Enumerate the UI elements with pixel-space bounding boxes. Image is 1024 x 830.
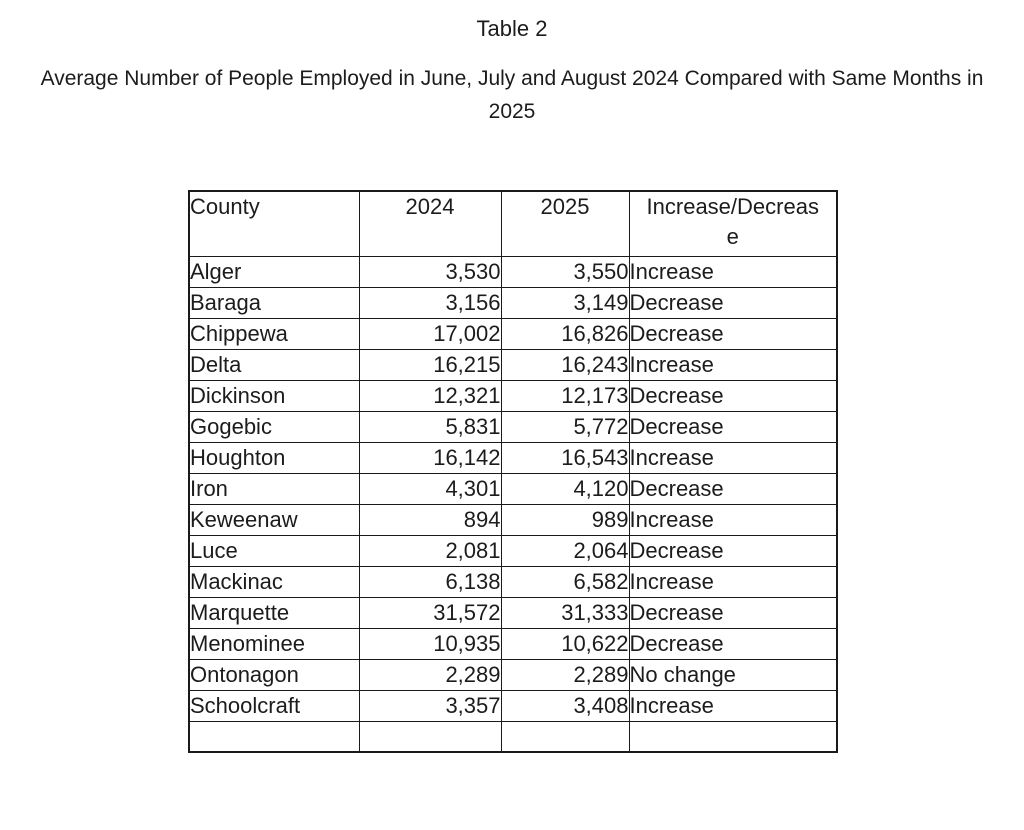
table-row	[189, 504, 837, 535]
value-2024-cell: 4,301	[359, 473, 501, 504]
value-2025-cell: 3,408	[501, 690, 629, 721]
table-row	[189, 690, 837, 721]
subtitle-line-1: Average Number of People Employed in June, July and August 2024 Compared with Same Months in	[40, 67, 984, 90]
change-cell: Increase	[629, 504, 837, 535]
table-subtitle	[0, 62, 1024, 128]
value-2024-cell: 3,156	[359, 287, 501, 318]
header-increase-decrease	[629, 191, 837, 256]
change-cell: Increase	[629, 442, 837, 473]
change-cell: Decrease	[629, 473, 837, 504]
value-2025-cell: 3,550	[501, 256, 629, 287]
empty-row	[189, 721, 837, 752]
value-2024-cell: 3,357	[359, 690, 501, 721]
change-cell: Increase	[629, 349, 837, 380]
empty-cell	[629, 721, 837, 752]
county-cell: Chippewa	[189, 318, 359, 349]
county-cell: Ontonagon	[189, 659, 359, 690]
table-row	[189, 628, 837, 659]
value-2024-cell: 2,289	[359, 659, 501, 690]
table-row	[189, 597, 837, 628]
value-2024-cell: 2,081	[359, 535, 501, 566]
value-2025-cell: 12,173	[501, 380, 629, 411]
value-2024-cell: 16,215	[359, 349, 501, 380]
value-2024-cell: 10,935	[359, 628, 501, 659]
county-cell: Delta	[189, 349, 359, 380]
county-cell: Houghton	[189, 442, 359, 473]
change-cell: Increase	[629, 256, 837, 287]
change-cell: Increase	[629, 690, 837, 721]
empty-cell	[359, 721, 501, 752]
value-2025-cell: 10,622	[501, 628, 629, 659]
header-increase-decrease-line-1: Increase/Decreas	[646, 194, 819, 219]
empty-cell	[189, 721, 359, 752]
document-page	[0, 13, 1024, 753]
table-row	[189, 659, 837, 690]
value-2025-cell: 2,064	[501, 535, 629, 566]
change-cell: Decrease	[629, 628, 837, 659]
change-cell: Increase	[629, 566, 837, 597]
change-cell: Decrease	[629, 535, 837, 566]
value-2025-cell: 16,243	[501, 349, 629, 380]
table-row	[189, 411, 837, 442]
county-cell: Baraga	[189, 287, 359, 318]
header-2025: 2025	[501, 191, 629, 256]
change-cell: Decrease	[629, 380, 837, 411]
change-cell: Decrease	[629, 287, 837, 318]
change-cell: Decrease	[629, 318, 837, 349]
value-2025-cell: 3,149	[501, 287, 629, 318]
value-2024-cell: 894	[359, 504, 501, 535]
table-body	[189, 256, 837, 752]
value-2025-cell: 31,333	[501, 597, 629, 628]
table-row	[189, 473, 837, 504]
county-cell: Luce	[189, 535, 359, 566]
value-2025-cell: 5,772	[501, 411, 629, 442]
subtitle-line-2: 2025	[488, 100, 536, 123]
value-2024-cell: 16,142	[359, 442, 501, 473]
table-row	[189, 535, 837, 566]
page-title: Table 2	[476, 16, 548, 41]
value-2024-cell: 12,321	[359, 380, 501, 411]
table-row	[189, 566, 837, 597]
change-cell: Decrease	[629, 597, 837, 628]
value-2025-cell: 6,582	[501, 566, 629, 597]
value-2025-cell: 2,289	[501, 659, 629, 690]
header-row	[189, 191, 837, 256]
value-2024-cell: 6,138	[359, 566, 501, 597]
employment-table	[188, 190, 838, 753]
table-row	[189, 380, 837, 411]
value-2024-cell: 31,572	[359, 597, 501, 628]
county-cell: Iron	[189, 473, 359, 504]
change-cell: Decrease	[629, 411, 837, 442]
county-cell: Dickinson	[189, 380, 359, 411]
table-row	[189, 349, 837, 380]
value-2024-cell: 5,831	[359, 411, 501, 442]
table-row	[189, 256, 837, 287]
table-row	[189, 287, 837, 318]
value-2024-cell: 3,530	[359, 256, 501, 287]
value-2025-cell: 16,543	[501, 442, 629, 473]
county-cell: Menominee	[189, 628, 359, 659]
value-2025-cell: 16,826	[501, 318, 629, 349]
change-cell: No change	[629, 659, 837, 690]
empty-cell	[501, 721, 629, 752]
value-2025-cell: 4,120	[501, 473, 629, 504]
value-2025-cell: 989	[501, 504, 629, 535]
county-cell: Marquette	[189, 597, 359, 628]
header-increase-decrease-line-2: e	[726, 224, 739, 249]
table-row	[189, 318, 837, 349]
county-cell: Mackinac	[189, 566, 359, 597]
header-2024: 2024	[359, 191, 501, 256]
table-row	[189, 442, 837, 473]
county-cell: Alger	[189, 256, 359, 287]
value-2024-cell: 17,002	[359, 318, 501, 349]
header-county: County	[189, 191, 359, 256]
county-cell: Schoolcraft	[189, 690, 359, 721]
county-cell: Gogebic	[189, 411, 359, 442]
county-cell: Keweenaw	[189, 504, 359, 535]
